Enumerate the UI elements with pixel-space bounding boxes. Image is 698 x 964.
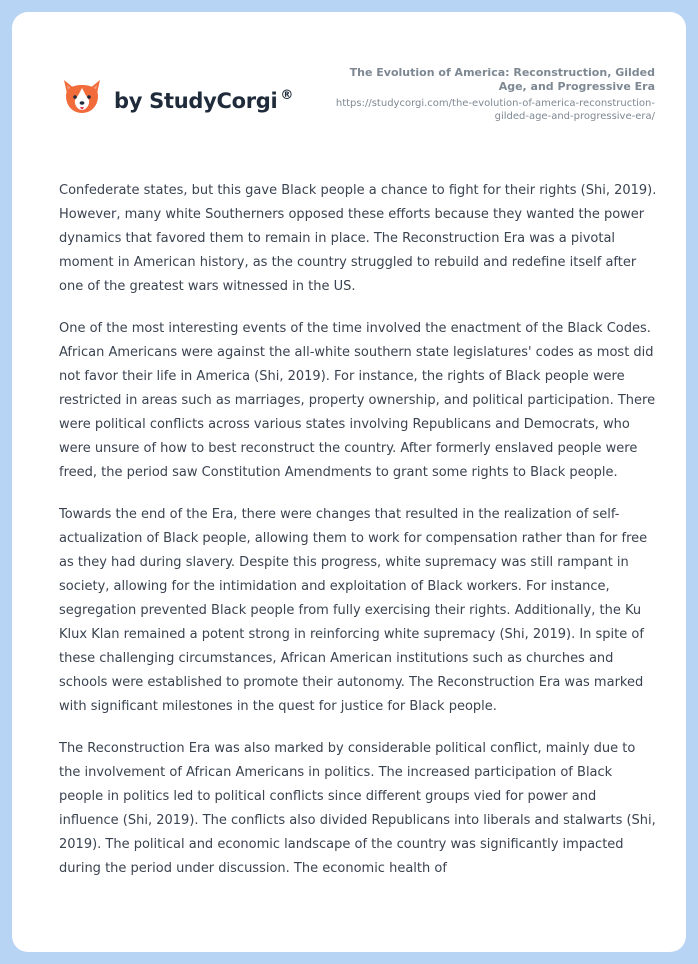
- document-url[interactable]: https://studycorgi.com/the-evolution-of-america-reconstruction-gilded-age-and-progressive-era/: [335, 98, 655, 122]
- page-header: [12, 12, 686, 152]
- essay-body: [59, 179, 657, 899]
- registered-mark: ®: [280, 88, 294, 103]
- document-meta: [325, 66, 655, 123]
- brand-text: by StudyCorgi: [114, 89, 278, 113]
- paragraph-3: Towards the end of the Era, there were changes that resulted in the realization of self-actualization of Black people, allowing them to work for compensation rather than for free as they had during slavery. Despite this progress, white supremacy was still rampant in society, allowing for the intimidation and exploitation of Black workers. For instance, segregation prevented Black people from fully exercising their rights. Additionally, the Ku Klux Klan remained a potent strong in reinforcing white supremacy (Shi, 2019). In spite of these challenging circumstances, African American institutions such as churches and schools were established to promote their autonomy. The Reconstruction Era was marked with significant milestones in the quest for justice for Black people.: [59, 507, 648, 714]
- document-title: The Evolution of America: Reconstruction, Gilded Age, and Progressive Era: [349, 66, 655, 93]
- corgi-icon: [60, 76, 104, 120]
- document-page: [12, 12, 686, 952]
- paragraph-1: Confederate states, but this gave Black people a chance to fight for their rights (Shi, 2019). However, many white Southerners opposed these efforts because they wanted the power dynamics that favored them to remain in place. The Reconstruction Era was a pivotal moment in American history, as the country struggled to rebuild and redefine itself after one of the greatest wars witnessed in the US.: [59, 183, 657, 294]
- paragraph-2: One of the most interesting events of the time involved the enactment of the Black Codes. African Americans were against the all-white southern state legislatures' codes as most did not favor their life in America (Shi, 2019). For instance, the rights of Black people were restricted in areas such as marriages, property ownership, and political participation. There were political conflicts across various states involving Republicans and Democrats, who were unsure of how to best reconstruct the country. After formerly enslaved people were freed, the period saw Constitution Amendments to grant some rights to Black people.: [59, 321, 656, 480]
- studycorgi-logo[interactable]: [60, 76, 293, 120]
- brand-name: [114, 89, 293, 113]
- paragraph-4: The Reconstruction Era was also marked by considerable political conflict, mainly due to the involvement of African Americans in politics. The increased participation of Black people in politics led to political conflicts since different groups vied for power and influence (Shi, 2019). The conflicts also divided Republicans into liberals and stalwarts (Shi, 2019). The political and economic landscape of the country was significantly impacted during the period under discussion. The economic health of: [59, 741, 656, 876]
